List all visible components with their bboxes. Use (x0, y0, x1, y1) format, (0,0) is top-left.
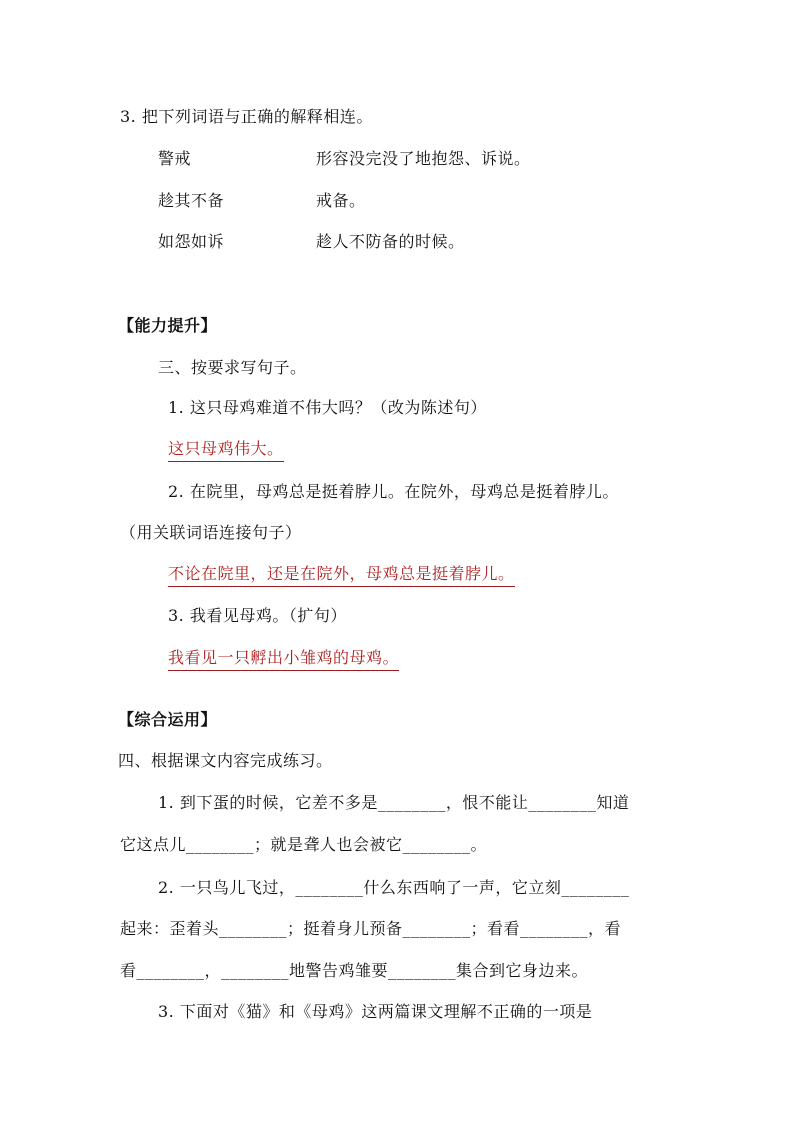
exercise-q2-line1: 2. 一只鸟儿飞过，________什么东西响了一声，它立刻________ (158, 878, 630, 897)
match-question-title: 3. 把下列词语与正确的解释相连。 (120, 107, 373, 126)
exercise-q1-line1: 1. 到下蛋的时候，它差不多是________，恨不能让________知道 (158, 793, 630, 812)
sentence-q2-answer: 不论在院里，还是在院外，母鸡总是挺着脖儿。 (168, 563, 515, 587)
match-meaning-1: 形容没完没了地抱怨、诉说。 (316, 149, 531, 168)
sentence-task-title: 三、按要求写句子。 (158, 358, 307, 377)
match-word-1: 警戒 (158, 149, 192, 168)
match-meaning-3: 趁人不防备的时候。 (316, 232, 465, 251)
match-word-3: 如怨如诉 (158, 232, 225, 251)
exercise-q3-line1: 3. 下面对《猫》和《母鸡》这两篇课文理解不正确的一项是 (158, 1002, 593, 1021)
sentence-q3-prompt: 3. 我看见母鸡。（扩句） (168, 606, 347, 625)
sentence-q2-prompt: 2. 在院里，母鸡总是挺着脖儿。在院外，母鸡总是挺着脖儿。 (168, 482, 619, 501)
sentence-q2-prompt-cont: （用关联词语连接句子） (120, 523, 302, 542)
section-heading-ability: 【能力提升】 (118, 316, 218, 335)
exercise-q1-line2: 它这点儿________；就是聋人也会被它________。 (120, 835, 488, 854)
section-heading-comprehensive: 【综合运用】 (118, 710, 218, 729)
exercise-q2-line3: 看________，________地警告鸡雏要________集合到它身边来。 (120, 961, 589, 980)
match-meaning-2: 戒备。 (316, 191, 366, 210)
sentence-q3-answer: 我看见一只孵出小雏鸡的母鸡。 (168, 647, 399, 671)
exercise-task-title: 四、根据课文内容完成练习。 (118, 751, 333, 770)
sentence-q1-answer: 这只母鸡伟大。 (168, 438, 284, 462)
exercise-q2-line2: 起来：歪着头________；挺着身儿预备________；看看________，看 (120, 919, 622, 938)
match-word-2: 趁其不备 (158, 191, 225, 210)
sentence-q1-prompt: 1. 这只母鸡难道不伟大吗？（改为陈述句） (168, 398, 487, 417)
